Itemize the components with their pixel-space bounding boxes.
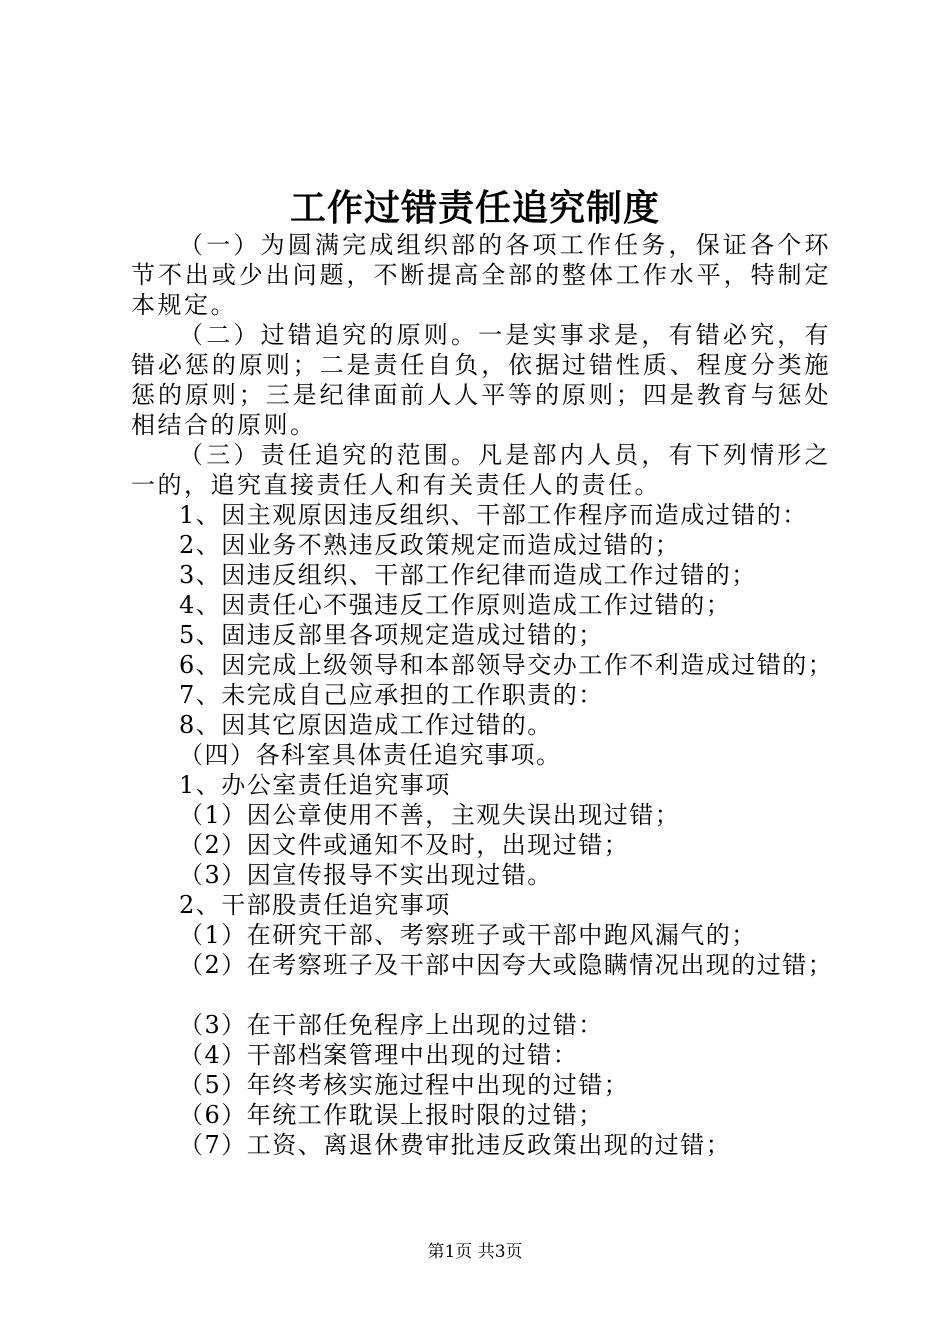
paragraph-1: （一）为圆满完成组织部的各项工作任务，保证各个环节不出或少出问题，不断提高全部的整体工作水平，特制定本规定。: [131, 231, 831, 319]
cadre-item: （3）在干部任免程序上出现的过错：: [179, 1011, 604, 1039]
document-body: [131, 230, 834, 1160]
cadre-item: （5）年终考核实施过程中出现的过错；: [179, 1071, 630, 1099]
page-footer: 第1页 共3页: [427, 1242, 523, 1262]
scope-item: 5、固违反部里各项规定造成过错的；: [179, 621, 604, 649]
cadre-item: （4）干部档案管理中出现的过错：: [179, 1041, 579, 1069]
scope-item: 7、未完成自己应承担的工作职责的：: [179, 681, 604, 709]
cadre-item: （7）工资、离退休费审批违反政策出现的过错；: [179, 1131, 732, 1159]
office-item: （1）因公章使用不善，主观失误出现过错；: [179, 801, 681, 829]
office-item: （2）因文件或通知不及时，出现过错；: [179, 831, 630, 859]
cadre-heading: 2、干部股责任追究事项: [179, 891, 451, 919]
paragraph-4: （四）各科室具体责任追究事项。: [179, 741, 562, 769]
scope-item: 1、因主观原因违反组织、干部工作程序而造成过错的：: [179, 501, 808, 529]
cadre-item: （1）在研究干部、考察班子或干部中跑风漏气的；: [179, 921, 757, 949]
scope-item: 8、因其它原因造成工作过错的。: [179, 711, 553, 739]
scope-item: 2、因业务不熟违反政策规定而造成过错的；: [179, 531, 681, 559]
blank-line: [131, 980, 831, 1010]
paragraph-3: （三）责任追究的范围。凡是部内人员，有下列情形之一的，追究直接责任人和有关责任人的责任。: [131, 441, 831, 499]
office-heading: 1、办公室责任追究事项: [179, 771, 451, 799]
scope-item: 6、因完成上级领导和本部领导交办工作不利造成过错的；: [179, 651, 834, 679]
scope-item: 4、因责任心不强违反工作原则造成工作过错的；: [179, 591, 732, 619]
paragraph-2: （二）过错追究的原则。一是实事求是，有错必究，有错必惩的原则；二是责任自负，依据过错性质、程度分类施惩的原则；三是纪律面前人人平等的原则；四是教育与惩处相结合的原则。: [131, 321, 831, 439]
scope-item: 3、因违反组织、干部工作纪律而造成工作过错的；: [179, 561, 757, 589]
document-title: 工作过错责任追究制度: [289, 187, 660, 229]
office-item: （3）因宣传报导不实出现过错。: [179, 861, 553, 889]
cadre-item: （2）在考察班子及干部中因夸大或隐瞒情况出现的过错；: [179, 951, 834, 979]
cadre-item: （6）年统工作耽误上报时限的过错；: [179, 1101, 604, 1129]
